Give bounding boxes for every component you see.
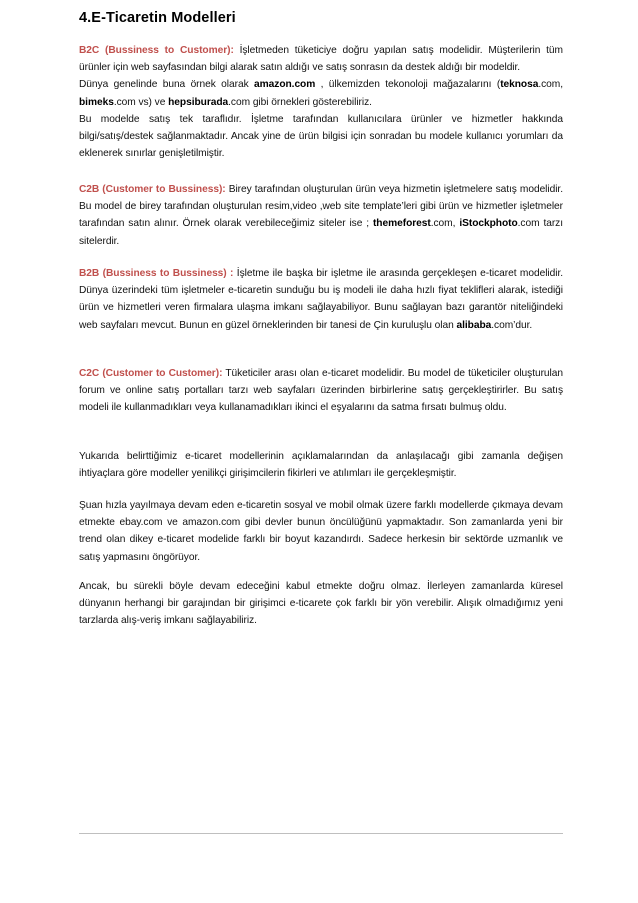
page-title: 4.E-Ticaretin Modelleri [79, 10, 236, 26]
b2c-text-6: .com gibi örnekleri gösterebiliriz. [228, 96, 372, 108]
b2b-section [79, 265, 563, 334]
c2b-term: C2B (Customer to Bussiness): [79, 184, 226, 195]
b2c-term: B2C (Bussiness to Customer): [79, 45, 234, 56]
c2c-section [79, 365, 563, 417]
site-bimeks: bimeks [79, 96, 114, 108]
b2c-paragraph-3: Bu modelde satış tek taraflıdır. İşletme tarafından kullanıcılara ürünler ve hizmetler hakkında bilgi/satış/destek sağlanmaktadır. Ancak yine de ürün bilgisi için sonradan bu modele kullanıcı yorumları da eklenerek sınırlar genişletilmiştir. [79, 113, 563, 160]
b2c-section [79, 42, 563, 162]
b2c-paragraph-1 [79, 42, 563, 76]
site-istockphoto: iStockphoto [459, 218, 518, 230]
site-amazon: amazon.com [254, 79, 316, 91]
c2b-text-2: .com, [430, 218, 460, 230]
b2c-text-2: Dünya genelinde buna örnek olarak [79, 79, 255, 91]
trends-section [79, 497, 563, 566]
summary-section [79, 448, 563, 482]
c2c-term: C2C (Customer to Customer): [79, 368, 223, 379]
site-teknosa: teknosa [500, 79, 539, 91]
c2b-paragraph [79, 181, 563, 250]
c2c-text-1: Tüketiciler arası olan e-ticaret modelidir. Bu model de tüketiciler oluşturulan forum ve online satış portalları tarzı web sayfaları üzerinden birbirlerine satış gerçekleştirirler. Bu satış modeli ile kullanmadıkları veya kullanamadıkları ikinci el eşyalarını da satma fırsatı bulmuş oldu. [79, 368, 563, 414]
c2b-text-1: Birey tarafından oluşturulan ürün veya hizmetin işletmelere satış modelidir. Bu model de birey tarafından oluşturulan resim,video ,web site template’leri gibi ürün ve hizmetler işletmeler tarafından satın alınır. Örnek olarak verebileceğimiz siteler ise ; [79, 184, 563, 230]
site-themeforest: themeforest [372, 218, 431, 230]
b2c-text-5: .com vs) ve [113, 96, 169, 108]
b2c-text-4: .com, [538, 79, 564, 91]
site-alibaba: alibaba [456, 319, 492, 331]
b2b-text-1: İşletme ile başka bir işletme ile arasında gerçekleşen e-ticaret modelidir. Dünya üzerindeki tüm işletmeler e-ticaretin sunduğu bu iş modeli ile daha hızlı fiyat teklifleri alarak, istediği ürün ve hizmetleri veren firmalara ulaşma imkanı sağlayabiliyor. Bunu sağlayan bazı garantör niteliğindeki web sayfaları mevcut. Bunun en güzel örneklerinden bir tanesi de Çin kuruluşlu olan [79, 268, 564, 331]
b2c-text-1: İşletmeden tüketiciye doğru yapılan satış modelidir. Müşterilerin tüm ürünler için web sayfasından bilgi alarak satın aldığı ve satış sonrasın da destek aldığı bir modeldir. [79, 45, 563, 74]
future-paragraph: Ancak, bu sürekli böyle devam edeceğini kabul etmekte doğru olmaz. İlerleyen zamanlarda küresel dünyanın herhangi bir garajından bir girişimci e-ticarete çok farklı bir yön verebilir. Alışık olmadığımız yeni tarzlarda alış-veriş imkanı sağlayabiliriz. [79, 581, 563, 627]
c2b-section [79, 181, 563, 250]
c2c-paragraph [79, 365, 563, 417]
b2c-text-3: , ülkemizden tekonoloji mağazalarını ( [315, 79, 501, 91]
b2b-text-2: .com’dur. [491, 319, 533, 331]
b2c-paragraph-2 [79, 76, 563, 110]
summary-paragraph: Yukarıda belirttiğimiz e-ticaret modellerinin açıklamalarından da anlaşılacağı gibi zamanla değişen ihtiyaçlara göre modeller yenilikçi girişimcilerin fikirleri ve atılımları ile gerçekleşmiştir. [79, 451, 563, 480]
c2b-text-3: .com tarzı sitelerdir. [79, 218, 564, 247]
b2b-term: B2B (Bussiness to Bussiness) : [79, 268, 234, 279]
footer-divider [79, 833, 563, 834]
b2b-paragraph [79, 265, 563, 334]
future-section [79, 578, 563, 630]
trends-paragraph: Şuan hızla yayılmaya devam eden e-ticaretin sosyal ve mobil olmak üzere farklı modellerde çıkmaya devam etmekte ebay.com ve amazon.com gibi devler bunun öncülüğünü yapmaktadır. Son zamanlarda yeni bir trend olan dikey e-ticaret modelide farklı bir boyut kazandırdı. Sadece herkesin bir sektörde uzmanlık ve satış yapmasını öngörüyor. [79, 500, 563, 563]
site-hepsiburada: hepsiburada [168, 96, 229, 108]
